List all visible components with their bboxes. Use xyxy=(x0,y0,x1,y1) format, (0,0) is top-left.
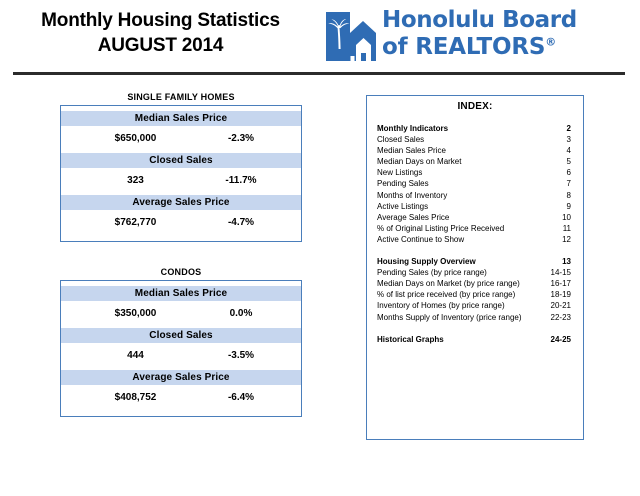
index-title: INDEX: xyxy=(457,101,493,112)
header-divider xyxy=(13,72,625,75)
table-row xyxy=(61,126,301,153)
condos-average-sales-price-change: -6.4% xyxy=(227,392,255,403)
index-item-page: 8 xyxy=(566,190,571,200)
condos-closed-sales-header: Closed Sales xyxy=(61,328,301,343)
index-item-page: 20-21 xyxy=(550,301,571,311)
index-item-label: Median Days on Market xyxy=(377,157,462,167)
index-item-page: 18-19 xyxy=(550,290,571,300)
index-group-housing-supply-overview xyxy=(377,256,571,323)
sfh-closed-sales-value: 323 xyxy=(127,175,144,186)
index-group-spacer xyxy=(377,323,571,334)
condos-table xyxy=(60,280,302,417)
index-item-page: 14-15 xyxy=(550,268,571,278)
condos-median-sales-price-change: 0.0% xyxy=(229,308,253,319)
index-item[interactable] xyxy=(377,145,571,156)
condos-median-sales-price-value: $350,000 xyxy=(114,308,157,319)
logo-line-2 xyxy=(382,34,577,61)
index-item-label: Historical Graphs xyxy=(377,334,444,344)
page-title xyxy=(18,8,303,58)
index-item-label: % of Original Listing Price Received xyxy=(377,223,505,233)
condos-average-sales-price-header: Average Sales Price xyxy=(61,370,301,385)
sfh-median-sales-price-header: Median Sales Price xyxy=(61,111,301,126)
index-item[interactable] xyxy=(377,234,571,245)
logo-line-1: Honolulu Board xyxy=(382,7,577,33)
index-item[interactable] xyxy=(377,212,571,223)
index-item[interactable] xyxy=(377,190,571,201)
index-item-page: 13 xyxy=(562,257,571,267)
index-item-page: 12 xyxy=(562,234,571,244)
index-panel xyxy=(366,95,584,440)
index-item[interactable] xyxy=(377,300,571,311)
index-item-label: New Listings xyxy=(377,168,423,178)
index-item-page: 7 xyxy=(566,179,571,189)
condos-caption: CONDOS xyxy=(160,267,202,277)
index-item[interactable] xyxy=(377,278,571,289)
title-line-1: Monthly Housing Statistics xyxy=(41,10,280,31)
index-item-label: Pending Sales xyxy=(377,179,429,189)
condos-median-sales-price-header: Median Sales Price xyxy=(61,286,301,301)
index-item-page: 24-25 xyxy=(550,334,571,344)
table-row xyxy=(61,301,301,328)
index-list xyxy=(367,123,583,345)
table-row xyxy=(61,343,301,370)
index-item[interactable] xyxy=(377,312,571,323)
index-item-label: % of list price received (by price range) xyxy=(377,290,516,300)
index-item[interactable] xyxy=(377,256,571,267)
index-item-page: 16-17 xyxy=(550,279,571,289)
index-item[interactable] xyxy=(377,201,571,212)
table-bottom-spacer xyxy=(61,412,301,416)
sfh-average-sales-price-value: $762,770 xyxy=(114,217,157,228)
palm-tree-house-icon xyxy=(320,11,378,63)
index-item[interactable] xyxy=(377,167,571,178)
single-family-homes-table xyxy=(60,105,302,242)
index-item-label: Monthly Indicators xyxy=(377,124,449,133)
index-item-label: Active Listings xyxy=(377,201,429,211)
index-item-page: 2 xyxy=(566,124,571,133)
index-item[interactable] xyxy=(377,289,571,300)
index-item[interactable] xyxy=(377,334,571,345)
condos-average-sales-price-value: $408,752 xyxy=(114,392,157,403)
index-item-page: 11 xyxy=(562,223,571,233)
index-item-page: 6 xyxy=(566,168,571,178)
index-item-page: 5 xyxy=(566,157,571,167)
index-item[interactable] xyxy=(377,178,571,189)
index-item[interactable] xyxy=(377,223,571,234)
index-item[interactable] xyxy=(377,134,571,145)
table-row xyxy=(61,168,301,195)
sfh-closed-sales-change: -11.7% xyxy=(225,175,257,186)
index-item-page: 22-23 xyxy=(550,312,571,322)
index-item-label: Active Continue to Show xyxy=(377,234,465,244)
index-item-label: Average Sales Price xyxy=(377,212,450,222)
logo-line-2-text: of REALTORS xyxy=(382,34,546,60)
logo-wordmark xyxy=(382,7,577,61)
index-item-label: Pending Sales (by price range) xyxy=(377,268,487,278)
page-header xyxy=(0,0,640,73)
sfh-median-sales-price-value: $650,000 xyxy=(114,133,157,144)
index-item-label: Median Sales Price xyxy=(377,146,446,156)
condos-closed-sales-value: 444 xyxy=(127,350,144,361)
sfh-average-sales-price-change: -4.7% xyxy=(227,217,255,228)
index-item[interactable] xyxy=(377,156,571,167)
registered-trademark-icon: ® xyxy=(545,35,557,49)
table-bottom-spacer xyxy=(61,237,301,241)
sfh-median-sales-price-change: -2.3% xyxy=(227,133,255,144)
sfh-average-sales-price-header: Average Sales Price xyxy=(61,195,301,210)
single-family-homes-caption: SINGLE FAMILY HOMES xyxy=(127,92,235,102)
index-group-monthly-indicators xyxy=(377,123,571,245)
index-item-page: 10 xyxy=(562,212,571,222)
index-item-label: Housing Supply Overview xyxy=(377,257,476,267)
sfh-closed-sales-header: Closed Sales xyxy=(61,153,301,168)
index-item-page: 4 xyxy=(566,146,571,156)
index-item-label: Inventory of Homes (by price range) xyxy=(377,301,505,311)
index-item[interactable] xyxy=(377,123,571,134)
title-line-2: AUGUST 2014 xyxy=(97,35,224,56)
table-row xyxy=(61,210,301,237)
index-item-label: Months Supply of Inventory (price range) xyxy=(377,312,522,322)
index-group-spacer xyxy=(377,245,571,256)
honolulu-board-of-realtors-logo xyxy=(320,9,620,67)
index-item-label: Closed Sales xyxy=(377,135,425,145)
table-row xyxy=(61,385,301,412)
index-item-label: Months of Inventory xyxy=(377,190,448,200)
index-item[interactable] xyxy=(377,267,571,278)
index-item-page: 3 xyxy=(566,135,571,145)
condos-closed-sales-change: -3.5% xyxy=(227,350,255,361)
index-item-label: Median Days on Market (by price range) xyxy=(377,279,520,289)
index-group-historical-graphs xyxy=(377,334,571,345)
index-item-page: 9 xyxy=(566,201,571,211)
